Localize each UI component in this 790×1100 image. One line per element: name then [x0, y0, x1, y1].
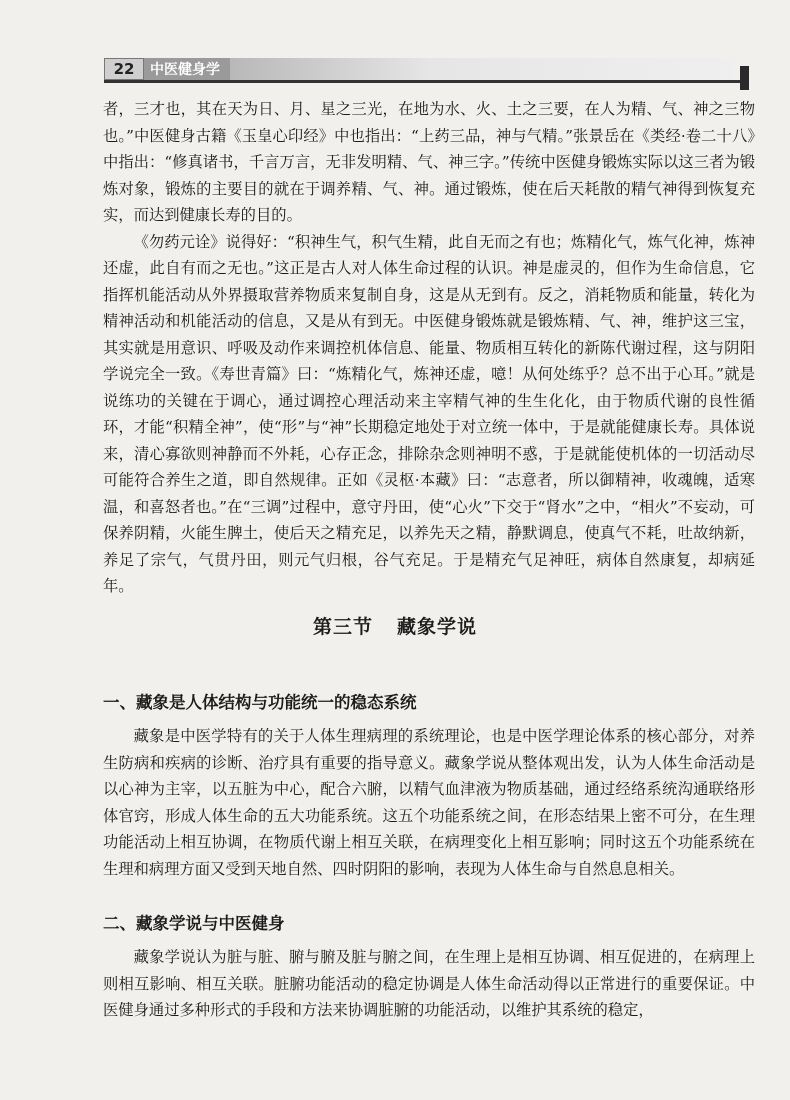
subheading-2: 二、藏象学说与中医健身	[103, 914, 285, 933]
header-tab-mark	[740, 66, 749, 90]
body-text-block-3	[103, 944, 755, 1024]
subheading-1: 一、藏象是人体结构与功能统一的稳态系统	[103, 693, 417, 712]
book-title: 中医健身学	[144, 58, 230, 80]
header-rule	[104, 80, 749, 83]
section-heading	[0, 612, 790, 639]
page-header	[104, 58, 734, 80]
paragraph-4: 藏象学说认为脏与脏、腑与腑及脏与腑之间，在生理上是相互协调、相互促进的，在病理上则相互影响、相互关联。脏腑功能活动的稳定协调是人体生命活动得以正常进行的重要保证。中医健身通过多种形式的手段和方法来协调脏腑的功能活动，以维护其系统的稳定，	[103, 948, 755, 1019]
section-title: 藏象学说	[397, 616, 478, 638]
header-band	[230, 58, 734, 80]
paragraph-1: 者，三才也，其在天为日、月、星之三光，在地为水、火、土之三要，在人为精、气、神之三物也。”中医健身古籍《玉皇心印经》中也指出：“上药三品，神与气精。”张景岳在《类经·卷二十八》中指出：“修真诸书，千言万言，无非发明精、气、神三字。”传统中医健身锻炼实际以这三者为锻炼对象，锻炼的主要目的就在于调养精、气、神。通过锻炼，使在后天耗散的精气神得到恢复充实，而达到健康长寿的目的。	[103, 100, 755, 224]
page-number: 22	[104, 58, 144, 80]
body-text-block-1	[103, 96, 755, 600]
section-number: 第三节	[312, 616, 373, 638]
body-text-block-2	[103, 723, 755, 882]
paragraph-2: 《勿药元诠》说得好：“积神生气，积气生精，此自无而之有也；炼精化气，炼气化神，炼神还虚，此自有而之无也。”这正是古人对人体生命过程的认识。神是虚灵的，但作为生命信息，它指挥机能活动从外界摄取营养物质来复制自身，这是从无到有。反之，消耗物质和能量，转化为精神活动和机能活动的信息，又是从有到无。中医健身锻炼就是锻炼精、气、神，维护这三宝，其实就是用意识、呼吸及动作来调控机体信息、能量、物质相互转化的新陈代谢过程，这与阴阳学说完全一致。《寿世青篇》曰：“炼精化气，炼神还虚，噫！从何处练乎？总不出于心耳。”就是说练功的关键在于调心，通过调控心理活动来主宰精气神的生生化化，由于物质代谢的良性循环，才能“积精全神”，使“形”与“神”长期稳定地处于对立统一体中，于是就能健康长寿。具体说来，清心寡欲则神静而不外耗，心存正念，排除杂念则神明不惑，于是就能使机体的一切活动尽可能符合养生之道，即自然规律。正如《灵枢·本藏》曰：“志意者，所以御精神，收魂魄，适寒温，和喜怒者也。”在“三调”过程中，意守丹田，使“心火”下交于“肾水”之中，“相火”不妄动，可保养阴精，火能生脾土，使后天之精充足，以养先天之精，静默调息，使真气不耗，吐故纳新，养足了宗气，气贯丹田，则元气归根，谷气充足。于是精充气足神旺，病体自然康复，却病延年。	[103, 232, 755, 595]
paragraph-3: 藏象是中医学特有的关于人体生理病理的系统理论，也是中医学理论体系的核心部分，对养生防病和疾病的诊断、治疗具有重要的指导意义。藏象学说从整体观出发，认为人体生命活动是以心神为主宰，以五脏为中心，配合六腑，以精气血津液为物质基础，通过经络系统沟通联络形体官窍，形成人体生命的五大功能系统。这五个功能系统之间，在形态结果上密不可分，在生理功能活动上相互协调，在物质代谢上相互关联，在病理变化上相互影响；同时这五个功能系统在生理和病理方面又受到天地自然、四时阴阳的影响，表现为人体生命与自然息息相关。	[103, 727, 755, 878]
